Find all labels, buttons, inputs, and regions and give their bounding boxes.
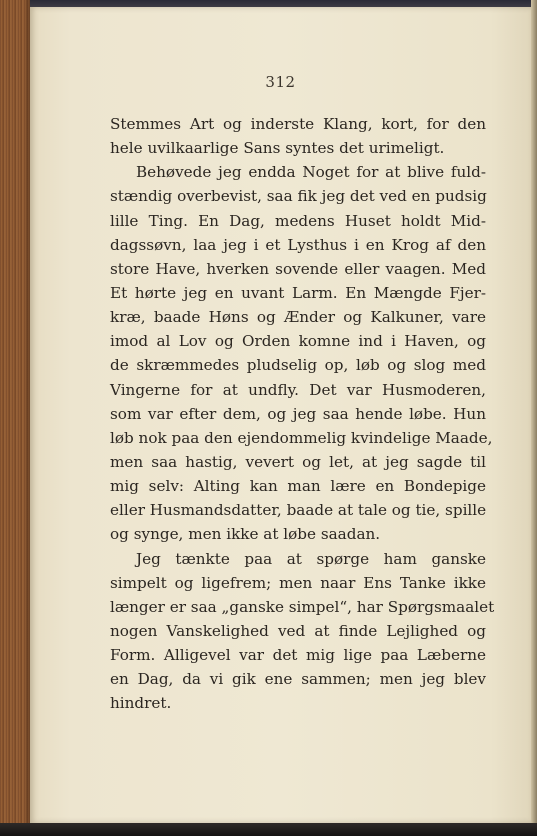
text-line: mig selv: Alting kan man lære en Bondepige — [110, 477, 486, 496]
text-line: store Have, hverken sovende eller vaagen. Med — [110, 259, 486, 278]
text-line: som var efter dem, og jeg saa hende løbe. Hun — [110, 404, 486, 423]
body-text — [110, 112, 495, 716]
text-line: løb nok paa den ejendommelig kvindelige Maade, — [110, 428, 493, 447]
text-line: længer er saa „ganske simpel“, har Spørgsmaalet — [110, 597, 495, 616]
text-line: en Dag, da vi gik ene sammen; men jeg blev — [110, 670, 486, 689]
text-line: Behøvede jeg endda Noget for at blive fuld- — [136, 163, 486, 182]
text-line: Vingerne for at undfly. Det var Husmoderen, — [110, 380, 486, 399]
book-page — [30, 7, 531, 823]
paragraph-1 — [110, 112, 486, 160]
text-line: men saa hastig, vevert og let, at jeg sagde til — [110, 452, 486, 471]
text-line: lille Ting. En Dag, medens Huset holdt Mid- — [110, 211, 486, 230]
text-line: stændig overbevist, saa fik jeg det ved en pudsig — [110, 187, 487, 206]
page-right-edge — [531, 0, 537, 836]
text-line: simpelt og ligefrem; men naar Ens Tanke ikke — [110, 573, 486, 592]
book-page-edges — [0, 0, 30, 836]
text-line: Stemmes Art og inderste Klang, kort, for den — [110, 115, 486, 133]
bottom-edge — [0, 823, 537, 836]
text-line: imod al Lov og Orden komne ind i Haven, og — [110, 332, 486, 351]
text-line: og synge, men ikke at løbe saadan. — [110, 525, 381, 544]
text-line: Form. Alligevel var det mig lige paa Læberne — [110, 646, 486, 665]
text-line: kræ, baade Høns og Ænder og Kalkuner, vare — [110, 308, 486, 327]
top-edge — [0, 0, 537, 7]
text-line: hele uvilkaarlige Sans syntes det urimeligt. — [110, 139, 445, 158]
text-line: hindret. — [110, 694, 172, 713]
text-line: Et hørte jeg en uvant Larm. En Mængde Fjer- — [110, 283, 486, 302]
text-line: dagssøvn, laa jeg i et Lysthus i en Krog af den — [110, 235, 486, 254]
text-line: de skræmmedes pludselig op, løb og slog med — [110, 356, 486, 375]
page-number: 312 — [265, 73, 296, 91]
paragraph-2 — [110, 160, 493, 546]
paragraph-3 — [110, 547, 495, 716]
text-line: nogen Vanskelighed ved at finde Lejlighed og — [110, 621, 486, 640]
text-line: Jeg tænkte paa at spørge ham ganske — [136, 549, 486, 568]
text-line: eller Husmandsdatter, baade at tale og tie, spille — [110, 501, 487, 520]
